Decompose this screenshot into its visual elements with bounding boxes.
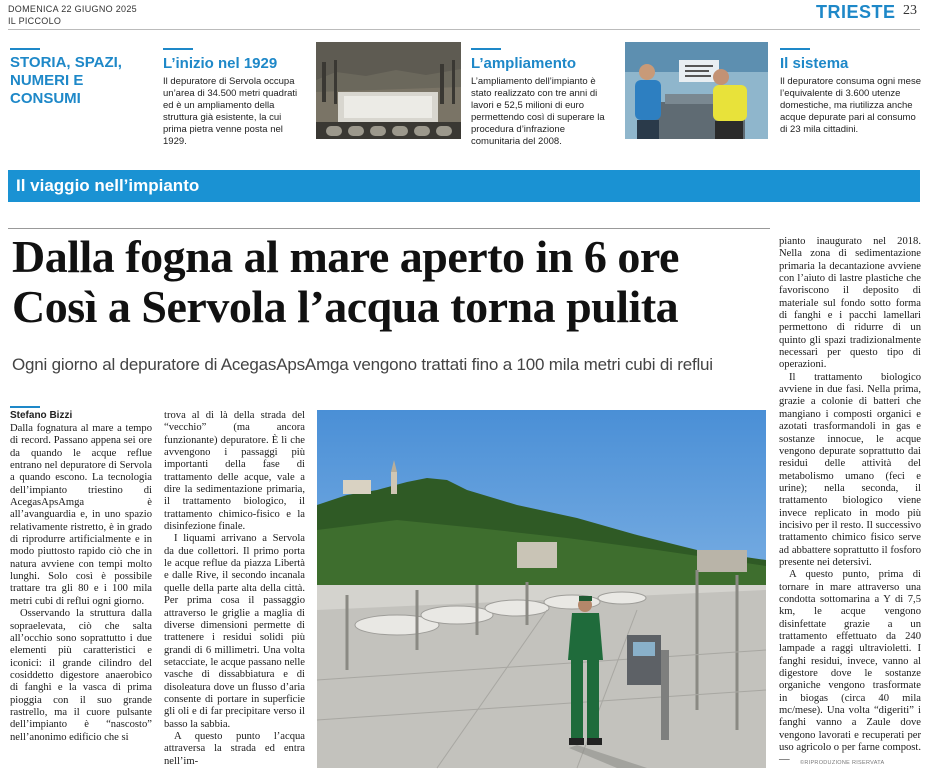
section-city: TRIESTE — [816, 2, 896, 22]
headline-line-1: Dalla fogna al mare aperto in 6 ore — [12, 231, 679, 282]
newspaper-name: IL PICCOLO — [8, 16, 62, 26]
box2-title: L’ampliamento — [471, 55, 577, 72]
edition-date: DOMENICA 22 GIUGNO 2025 — [8, 4, 137, 14]
box3-title: Il sistema — [780, 55, 849, 72]
workers-photo — [625, 42, 768, 139]
headline-divider — [8, 228, 770, 229]
section-rule — [10, 48, 40, 50]
box3-text: Il depuratore consuma ogni mese l’equivalente di 3.600 utenze domestiche, ma riutilizza anche acque depurate pari al consumo di 23 mila cittadini. — [780, 76, 921, 135]
byline-rule — [10, 406, 40, 408]
header-divider — [8, 29, 920, 30]
box2-rule — [471, 48, 501, 50]
box1-rule — [163, 48, 193, 50]
infobar-section-title: STORIA, SPAZI, NUMERI E CONSUMI — [10, 54, 122, 107]
article-headline — [12, 232, 772, 332]
box1-title: L’inizio nel 1929 — [163, 55, 278, 72]
box1-text: Il depuratore di Servola occupa un’area di 34.500 metri quadrati ed è un ampliamento della struttura già esistente, la cui prima pietra venne posta nel 1929. — [163, 76, 298, 147]
paragraph: Osservando la struttura dalla sopraelevata, ciò che salta all’occhio sono soprattutto i due elementi più caratteristici e iconici: il grande cilindro del cosiddetto digestore anaerobico di fanghi e la vasca di prima pioggia con il suo grande rastrello, ma il cuore pulsante dell’impianto è “nascosto” nell’anonimo edificio che si — [10, 608, 152, 743]
article-column-1 — [10, 423, 152, 768]
paragraph: A questo punto l’acqua attraversa la strada ed entra nell’im- — [164, 730, 305, 767]
box2-text: L’ampliamento dell’impianto è stato realizzato con tre anni di lavori e 52,5 milioni di euro permettendo così di superare la procedura d’infrazione comunitaria del 2008. — [471, 76, 605, 147]
paragraph: pianto inaugurato nel 2018. Nella zona di sedimentazione primaria la decantazione avviene con l’aiuto di lastre plastiche che favoriscono il deposito di materiale sul fondo sotto forma di fanghi e i pacchi lamellari permettono di ridurre di un quinto gli spazi tradizionalmente necessari per questo tipo di operazioni. — [779, 236, 921, 371]
historical-photo — [316, 42, 461, 139]
article-subheadline: Ogni giorno al depuratore di AcegasApsAmga vengono trattati fino a 100 mila metri cubi di reflui — [12, 355, 713, 374]
page-number: 23 — [903, 3, 917, 18]
paragraph: trova al di là della strada del “vecchio” (ma ancora funzionante) depuratore. È lì che avvengono i passaggi più importanti della fase di trattamento delle acque, vale a dire la sedimentazione primaria, il trattamento biologico, il trattamento chimico-fisico e la disinfezione finale. — [164, 410, 305, 533]
paragraph: I liquami arrivano a Servola da due collettori. Il primo porta le acque reflue da piazza Libertà e dalle Rive, il secondo incanala quelle della parte alta della città. Per prima cosa il passaggio attraverso le griglie a maglia di diverse dimensioni permette di trattenere i residui solidi più grandi di 6 millimetri. Una volta setacciate, le acque passano nelle vasche di dissabbiatura e di disoleatura dove un flusso d’aria consente di portare in superficie gli oli e di far precipitare verso il basso la sabbia. — [164, 533, 305, 730]
paragraph: Il trattamento biologico avviene in due fasi. Nella prima, grazie a colonie di batteri che mangiano i composti organici e azotati trasformandoli in gas e sostanze innocue, le acque vengono depurate soprattutto dai residui delle attività del metabolismo umano (feci e urine); nella seconda, il trattamento biologico viene invece replicato in modo più incisivo per il resto. Il successivo trattamento chimico fisico serve ad abbattere soprattutto il fosforo presente nei detersivi. — [779, 371, 921, 568]
headline-line-2: Così a Servola l’acqua torna pulita — [12, 281, 679, 332]
article-column-2 — [164, 410, 305, 768]
copyright-notice: ©RIPRODUZIONE RISERVATA — [800, 760, 885, 766]
box3-rule — [780, 48, 810, 50]
paragraph: Dalla fognatura al mare a tempo di record. Passano appena sei ore da quando le acque reflue entrano nel depuratore di Servola a quando escono. La tecnologia dell’impianto triestino di AcegasApsAmga è all’avanguardia e, in uno spazio relativamente ristretto, è in grado di riprodurre artificialmente e in modo piuttosto rapido ciò che in natura avviene con tempi molto lunghi. Solo così è possibile trattare tra gli 80 e i 100 mila metri cubi di reflui ogni giorno. — [10, 423, 152, 607]
plant-photo — [317, 410, 766, 768]
section-band-label: Il viaggio nell’impianto — [16, 176, 200, 195]
paragraph: A questo punto, prima di tornare in mare attraverso una condotta sottomarina a Y di 7,5 km, le acque vengono disinfettate grazie a un trattamento effettuato da 240 lampade a raggi ultravioletti. I fanghi residui, invece, vanno al digestore dove le sostanze organiche vengono trasformate in biogas (circa 40 mila mc/mese). Una volta “digeriti” i fanghi vanno a Zaule dove vengono lavorati e recuperati per uso agricolo o per farne compost. — — [779, 569, 921, 766]
article-byline: Stefano Bizzi — [10, 410, 73, 421]
